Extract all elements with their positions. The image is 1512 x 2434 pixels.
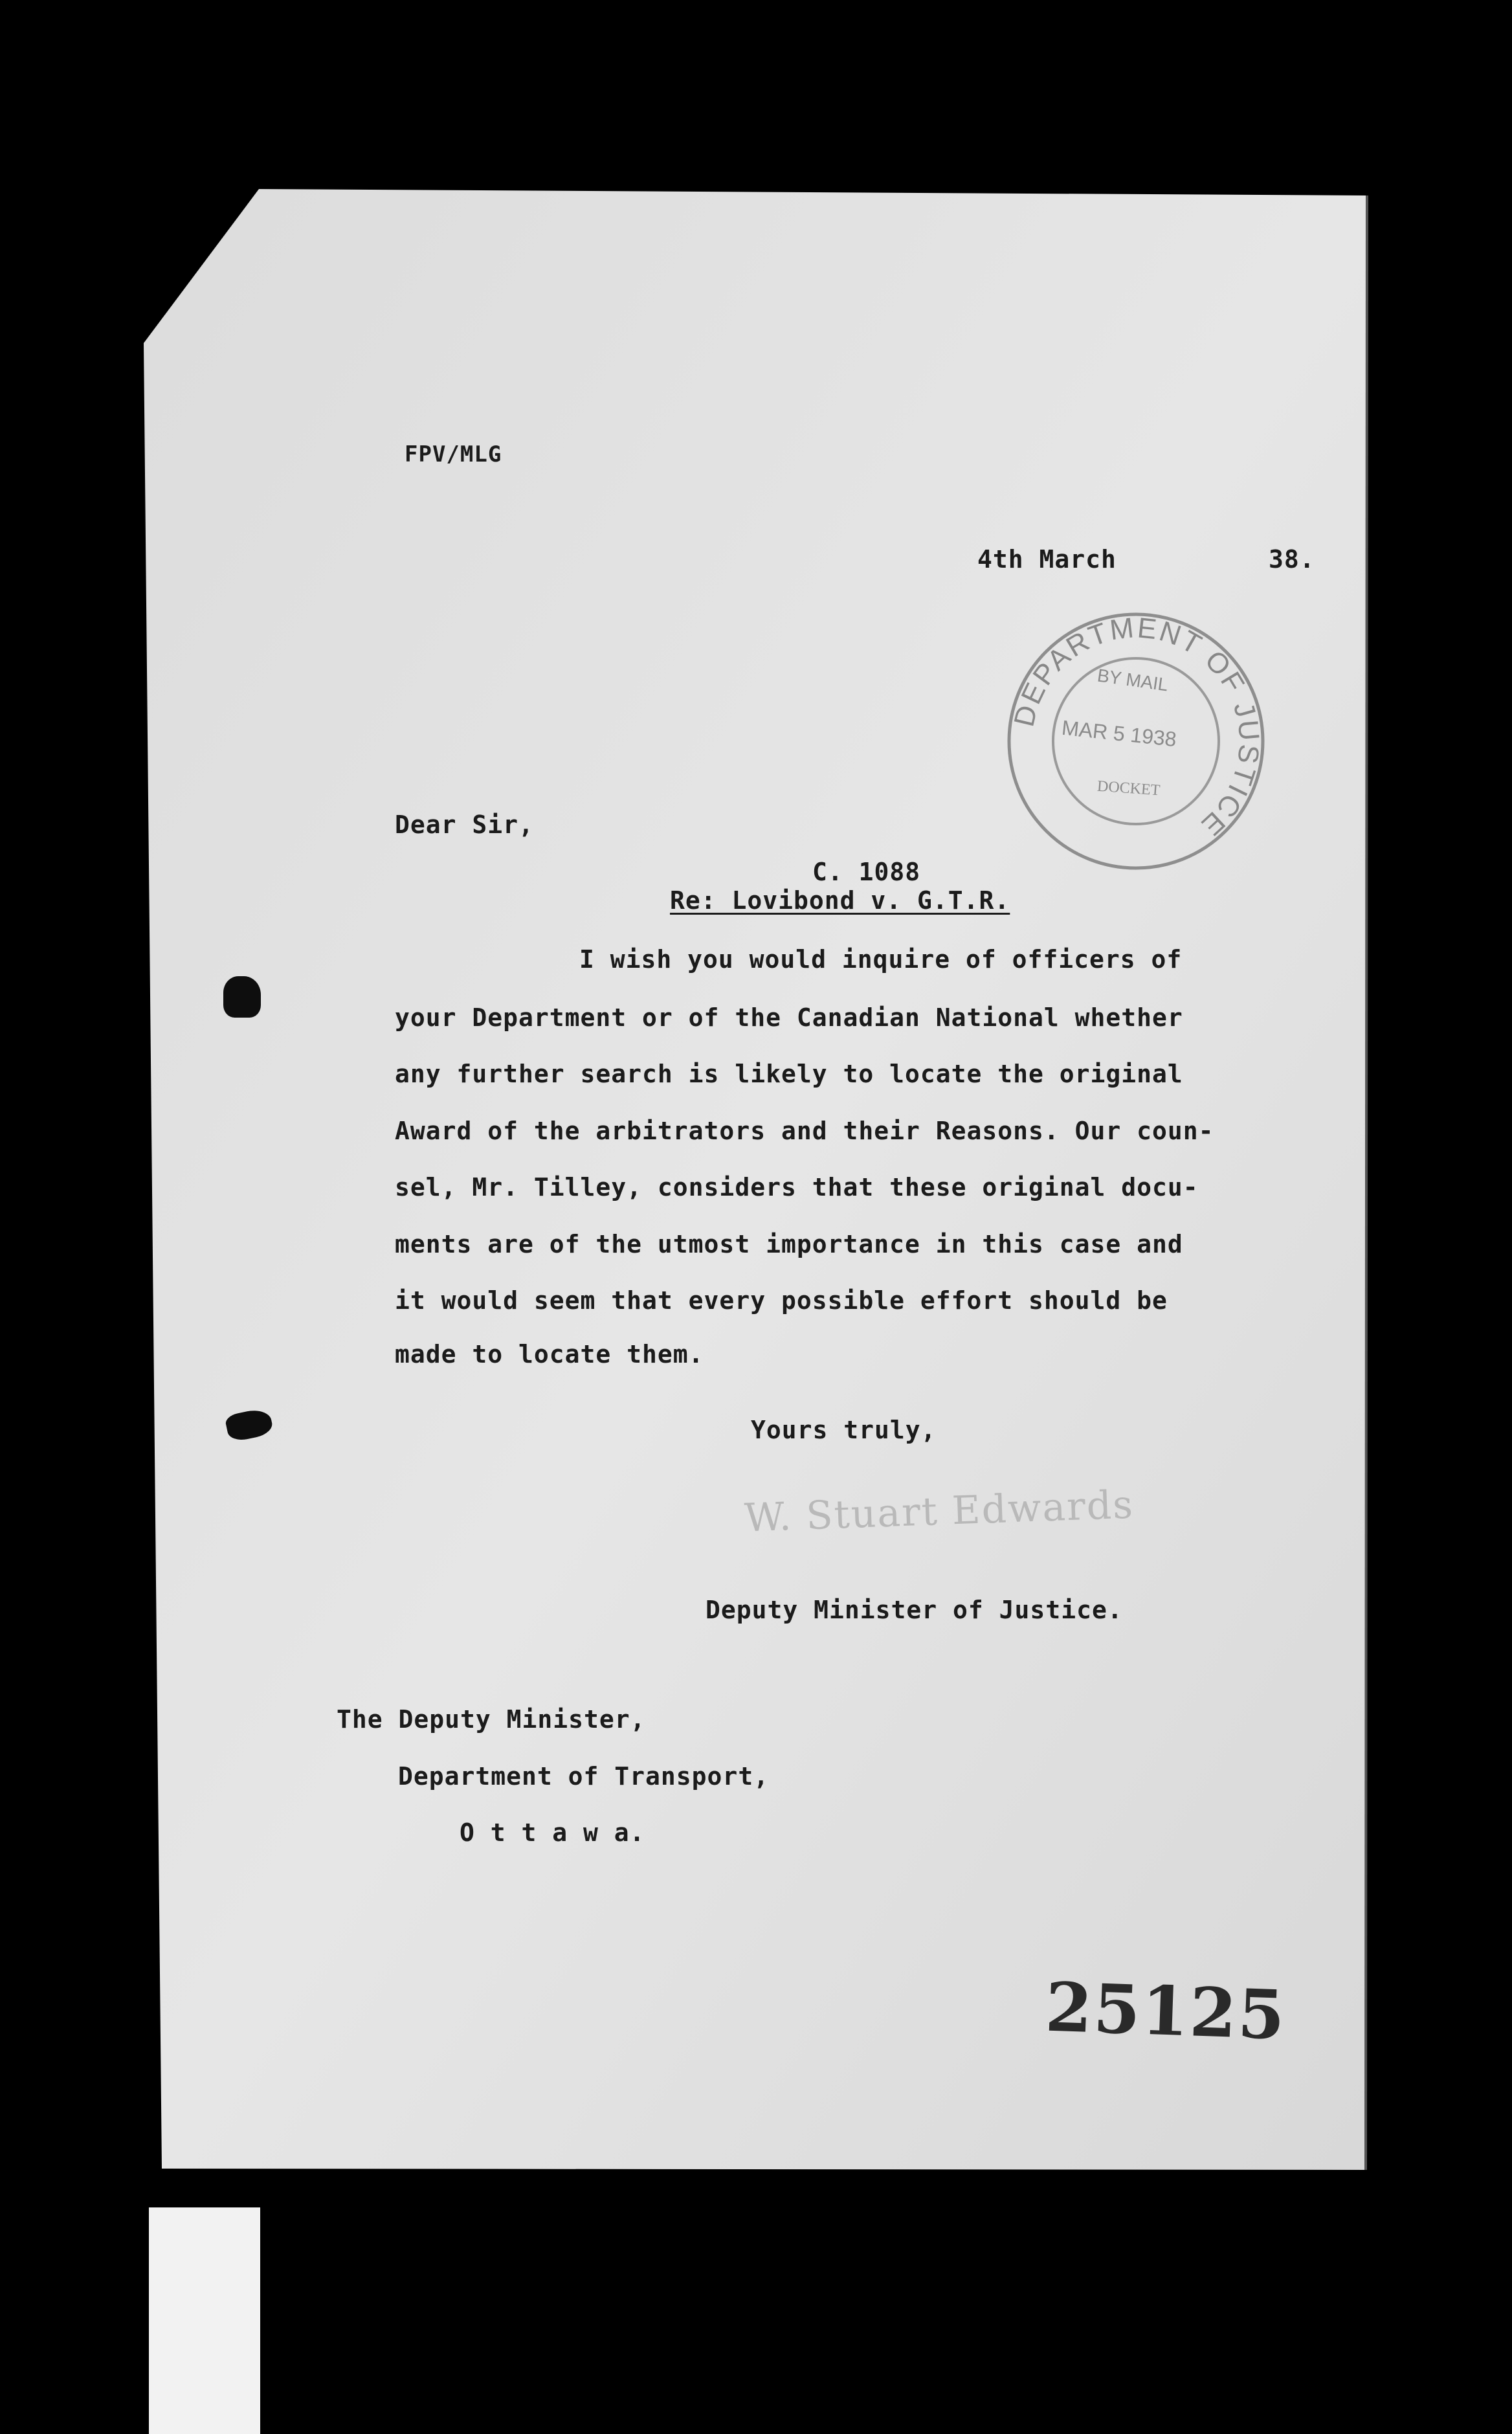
salutation: Dear Sir, [395,810,534,839]
body-line: your Department or of the Canadian National whether [395,1003,1183,1032]
letter-year: 38. [1269,545,1315,574]
body-line: Award of the arbitrators and their Reasons. Our coun- [395,1117,1214,1145]
recipient-city: O t t a w a. [460,1818,645,1847]
reference-code: FPV/MLG [405,441,502,467]
body-line: it would seem that every possible effort should be [395,1286,1168,1315]
letter-date: 4th March [977,545,1117,574]
body-line: ments are of the utmost importance in this case and [395,1230,1183,1258]
stamp-by-mail: BY MAIL [1096,665,1170,695]
signatory-title: Deputy Minister of Justice. [706,1596,1123,1624]
next-page-edge [149,2207,260,2434]
document-number: 25125 [1043,1967,1287,2055]
body-line: made to locate them. [395,1340,704,1368]
recipient-title: The Deputy Minister, [337,1705,646,1734]
recipient-department: Department of Transport, [398,1762,770,1791]
signature: W. Stuart Edwards [743,1482,1135,1541]
body-line: I wish you would inquire of officers of [579,945,1183,974]
punch-hole-top [223,976,261,1018]
stamp-docket: DOCKET [1096,777,1161,799]
subject-line: Re: Lovibond v. G.T.R. [670,886,1010,915]
stamp-ring-text: DEPARTMENT OF JUSTICE [1008,612,1265,843]
closing: Yours truly, [751,1416,937,1444]
received-stamp [1000,605,1272,877]
body-line: any further search is likely to locate the original [395,1060,1183,1088]
file-number: C. 1088 [812,858,921,886]
body-line: sel, Mr. Tilley, considers that these original docu- [395,1173,1199,1201]
stamp-date: MAR 5 1938 [1060,715,1178,752]
